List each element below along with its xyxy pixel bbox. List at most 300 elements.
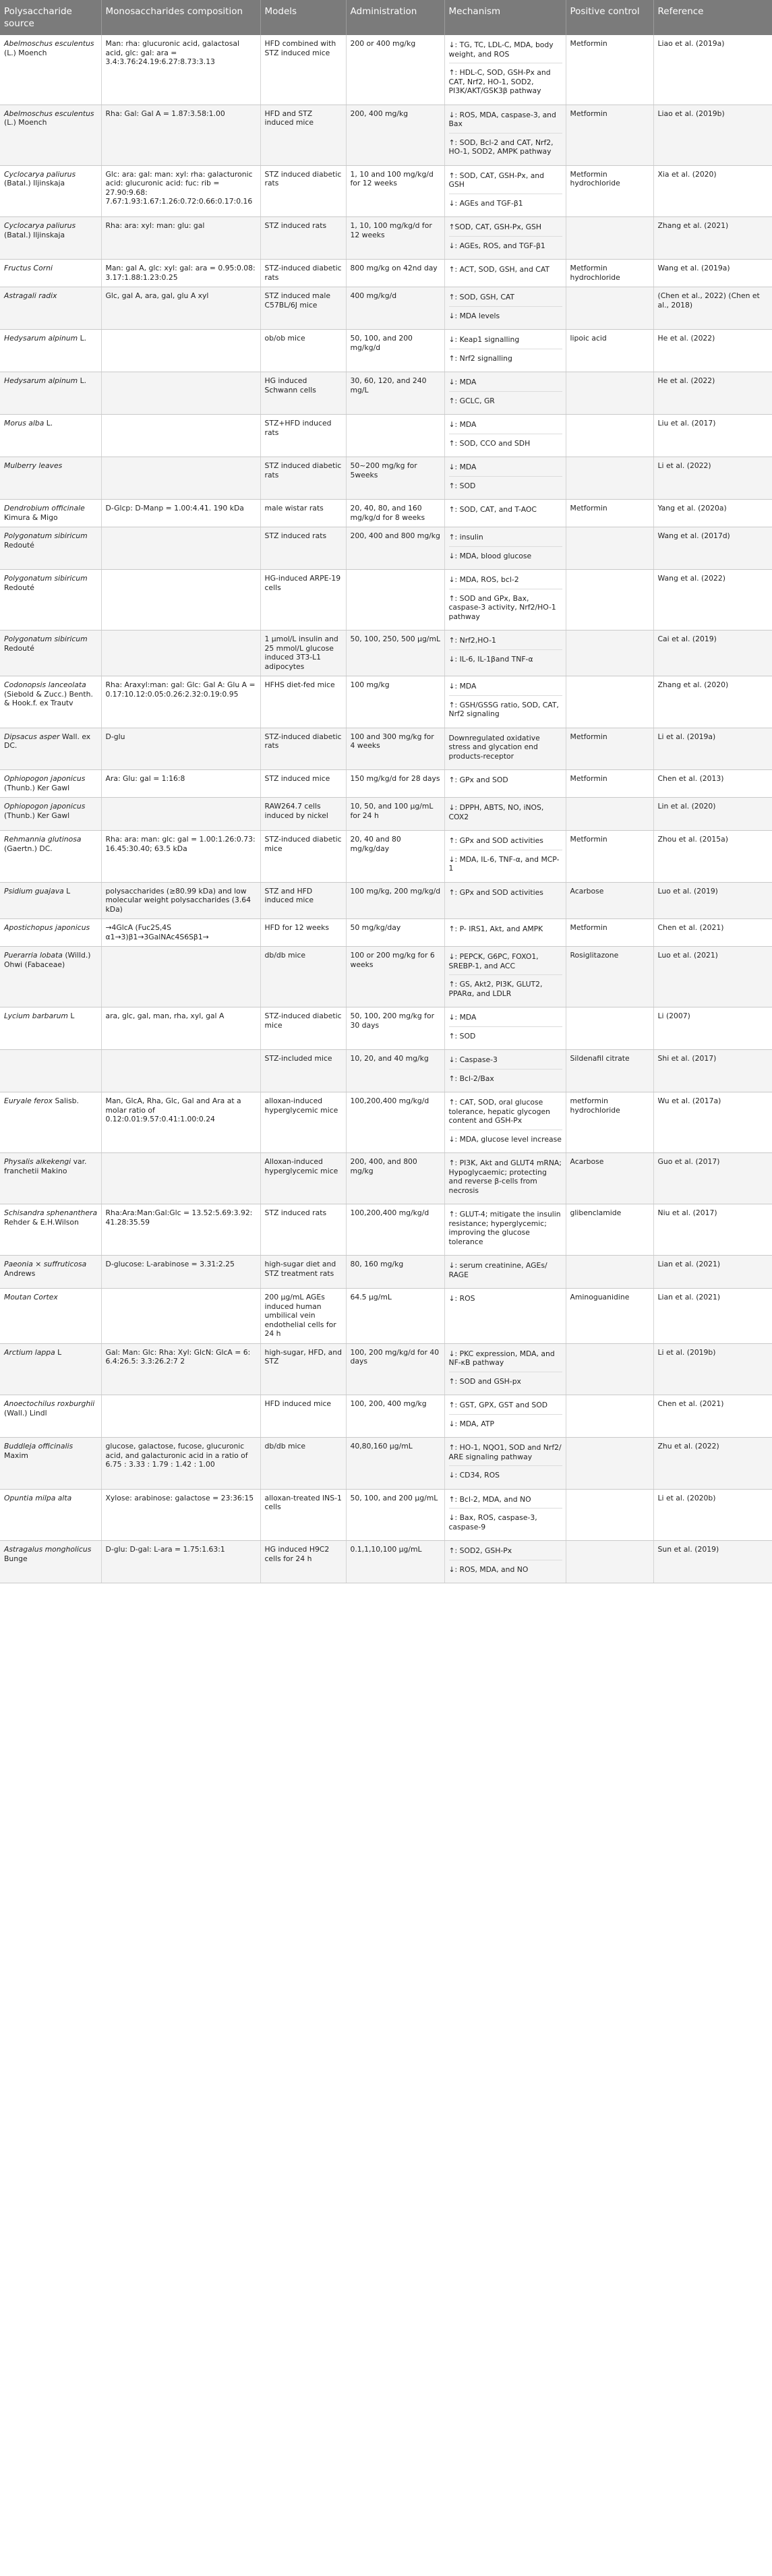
mechanism-entry: ↑: SOD: [449, 1026, 562, 1045]
cell-model: 1 μmol/L insulin and 25 mmol/L glucose induced 3T3-L1 adipocytes: [260, 631, 346, 676]
mechanism-entry: ↑: SOD2, GSH-Px: [448, 1546, 512, 1555]
cell-positive-control: [566, 1438, 653, 1490]
species-name: Psidium guajava: [4, 886, 64, 896]
cell-administration: 100 mg/kg, 200 mg/kg/d: [346, 882, 444, 919]
cell-composition: Man: rha: glucuronic acid, galactosal acid, glc: gal: ara = 3.4:3.76:24.19:6.27:8.73:3.13: [101, 35, 260, 105]
species-authority: L.: [46, 419, 53, 428]
cell-mechanism: [444, 372, 566, 415]
species-authority: Salisb.: [55, 1096, 79, 1105]
species-authority: L: [66, 886, 71, 896]
species-name: Dipsacus asper: [4, 732, 60, 741]
column-header-source: Polysaccharide source: [0, 0, 101, 35]
cell-mechanism: [444, 1153, 566, 1204]
cell-positive-control: [566, 415, 653, 457]
cell-source: [0, 1092, 101, 1153]
species-name: Mulberry leaves: [4, 461, 63, 470]
cell-mechanism: [444, 330, 566, 372]
species-authority: L: [70, 1012, 75, 1020]
cell-composition: [101, 1395, 260, 1438]
mechanism-entry: ↑: SOD, CAT, GSH-Px, and GSH: [448, 171, 545, 189]
cell-positive-control: [566, 798, 653, 831]
table-row: [0, 105, 772, 165]
cell-positive-control: [566, 1541, 653, 1583]
cell-mechanism: [444, 1050, 566, 1092]
column-header-administration: Administration: [346, 0, 444, 35]
cell-source: [0, 1489, 101, 1541]
cell-composition: Rha:Ara:Man:Gal:Glc = 13.52:5.69:3.92: 41.28:35.59: [101, 1204, 260, 1256]
cell-mechanism: [444, 1489, 566, 1541]
species-name: Buddleja officinalis: [4, 1442, 73, 1451]
cell-reference: Luo et al. (2021): [653, 947, 772, 1007]
species-authority: Redouté: [4, 643, 34, 653]
cell-model: STZ-included mice: [260, 1050, 346, 1092]
mechanism-entry: ↓: CD34, ROS: [449, 1465, 562, 1484]
cell-source: [0, 947, 101, 1007]
table-row: [0, 947, 772, 1007]
mechanism-entry: ↑: SOD, GSH, CAT: [448, 293, 515, 301]
mechanism-entry: ↑: Nrf2 signalling: [449, 349, 562, 368]
cell-reference: Wang et al. (2017d): [653, 527, 772, 570]
mechanism-entry: ↑: GLUT-4; mitigate the insulin resistance; hyperglycemic; improving the glucose tolerance: [448, 1210, 561, 1246]
cell-mechanism: [444, 1289, 566, 1344]
species-authority: Kimura & Migo: [4, 513, 58, 522]
cell-positive-control: [566, 1343, 653, 1395]
mechanism-entry: ↓: Bax, ROS, caspase-3, caspase-9: [449, 1508, 562, 1535]
cell-source: [0, 372, 101, 415]
mechanism-entry: ↑: GPx and SOD: [448, 775, 508, 784]
cell-administration: 200, 400 mg/kg: [346, 105, 444, 165]
cell-source: [0, 415, 101, 457]
mechanism-entry: ↓: ROS: [448, 1294, 475, 1303]
cell-model: Alloxan-induced hyperglycemic mice: [260, 1153, 346, 1204]
cell-source: [0, 1050, 101, 1092]
mechanism-entry: ↓: MDA: [448, 463, 477, 471]
mechanism-entry: ↓: IL-6, IL-1βand TNF-α: [449, 649, 562, 668]
cell-mechanism: [444, 415, 566, 457]
cell-reference: He et al. (2022): [653, 330, 772, 372]
cell-composition: D-glucose: L-arabinose = 3.31:2.25: [101, 1256, 260, 1289]
species-name: Schisandra sphenanthera: [4, 1208, 98, 1217]
cell-administration: 50~200 mg/kg for 5weeks: [346, 457, 444, 500]
cell-model: HFD induced mice: [260, 1395, 346, 1438]
mechanism-entry: ↓: MDA: [448, 682, 477, 691]
cell-reference: Chen et al. (2021): [653, 1395, 772, 1438]
mechanism-entry: ↑: SOD: [449, 476, 562, 495]
cell-mechanism: [444, 1541, 566, 1583]
table-row: [0, 35, 772, 105]
table-row: [0, 676, 772, 728]
cell-model: STZ induced diabetic rats: [260, 165, 346, 217]
cell-composition: Man, GlcA, Rha, Glc, Gal and Ara at a molar ratio of 0.12:0.01:9.57:0.41:1.00:0.24: [101, 1092, 260, 1153]
species-authority: (Siebold & Zucc.) Benth. & Hook.f. ex Trautv: [4, 689, 93, 707]
cell-model: STZ induced mice: [260, 770, 346, 798]
species-authority: L.: [80, 334, 87, 343]
cell-composition: [101, 798, 260, 831]
cell-composition: [101, 631, 260, 676]
column-header-reference: Reference: [653, 0, 772, 35]
cell-administration: 100 mg/kg: [346, 676, 444, 728]
cell-administration: 200, 400 and 800 mg/kg: [346, 527, 444, 570]
cell-mechanism: [444, 260, 566, 287]
mechanism-entry: ↑: insulin: [448, 533, 483, 541]
species-name: Astragali radix: [4, 291, 57, 300]
species-name: Polygonatum sibiricum: [4, 531, 88, 540]
cell-positive-control: [566, 1489, 653, 1541]
cell-mechanism: [444, 500, 566, 527]
cell-composition: Rha: ara: xyl: man: glu: gal: [101, 217, 260, 260]
species-authority: (Gaertn.) DC.: [4, 844, 53, 853]
cell-reference: Luo et al. (2019): [653, 882, 772, 919]
species-name: Arctium lappa: [4, 1347, 55, 1357]
cell-reference: Yang et al. (2020a): [653, 500, 772, 527]
table-row: [0, 882, 772, 919]
cell-mechanism: [444, 919, 566, 947]
species-name: Puerarria lobata: [4, 951, 63, 960]
table-row: [0, 260, 772, 287]
species-authority: Maxim: [4, 1451, 28, 1460]
mechanism-entry: ↑: GCLC, GR: [449, 391, 562, 410]
species-name: Anoectochilus roxburghii: [4, 1399, 95, 1408]
species-name: Ophiopogon japonicus: [4, 802, 86, 811]
cell-mechanism: [444, 631, 566, 676]
cell-source: [0, 798, 101, 831]
mechanism-entry: ↑: SOD, CCO and SDH: [449, 434, 562, 452]
cell-source: [0, 527, 101, 570]
table-row: [0, 372, 772, 415]
cell-mechanism: [444, 570, 566, 631]
table-row: [0, 1438, 772, 1490]
cell-positive-control: metformin hydrochloride: [566, 1092, 653, 1153]
cell-administration: 30, 60, 120, and 240 mg/L: [346, 372, 444, 415]
cell-composition: Glc: ara: gal: man: xyl: rha: galacturonic acid: glucuronic acid: fuc: rib = 27.90:9.68: 7.67:1.93:1.67:1.26:0.72:0.66:0.17:0.16: [101, 165, 260, 217]
table-row: [0, 831, 772, 883]
mechanism-entry: ↑: GSH/GSSG ratio, SOD, CAT, Nrf2 signaling: [449, 695, 562, 723]
mechanism-entry: ↓: MDA: [448, 420, 477, 429]
mechanism-entry: ↓: Caspase-3: [448, 1055, 498, 1064]
cell-reference: Zhang et al. (2020): [653, 676, 772, 728]
cell-model: RAW264.7 cells induced by nickel: [260, 798, 346, 831]
mechanism-entry: ↑: HDL-C, SOD, GSH-Px and CAT, Nrf2, HO-1, SOD2, PI3K/AKT/GSK3β pathway: [449, 63, 562, 100]
cell-positive-control: glibenclamide: [566, 1204, 653, 1256]
species-authority: Wall. ex DC.: [4, 732, 91, 750]
mechanism-entry: ↓: MDA levels: [449, 306, 562, 325]
cell-reference: Shi et al. (2017): [653, 1050, 772, 1092]
table-row: [0, 1153, 772, 1204]
table-row: [0, 1343, 772, 1395]
table-row: [0, 798, 772, 831]
cell-administration: 10, 50, and 100 μg/mL for 24 h: [346, 798, 444, 831]
species-name: Astragalus mongholicus: [4, 1545, 92, 1554]
table-row: [0, 1395, 772, 1438]
cell-administration: 80, 160 mg/kg: [346, 1256, 444, 1289]
species-name: Morus alba: [4, 419, 44, 428]
cell-positive-control: [566, 1395, 653, 1438]
mechanism-entry: ↓: PKC expression, MDA, and NF-κB pathway: [448, 1349, 555, 1367]
cell-positive-control: [566, 527, 653, 570]
cell-reference: Liao et al. (2019a): [653, 35, 772, 105]
mechanism-entry: ↓: Keap1 signalling: [448, 335, 520, 344]
cell-positive-control: Metformin: [566, 105, 653, 165]
species-authority: (Batal.) Iljinskaja: [4, 179, 65, 187]
mechanism-entry: ↑: GS, Akt2, PI3K, GLUT2, PPARα, and LDLR: [449, 974, 562, 1002]
cell-reference: Chen et al. (2013): [653, 770, 772, 798]
cell-source: [0, 330, 101, 372]
cell-mechanism: [444, 770, 566, 798]
cell-reference: Zhou et al. (2015a): [653, 831, 772, 883]
species-name: Dendrobium officinale: [4, 504, 85, 513]
species-authority: var. franchetii Makino: [4, 1157, 87, 1175]
cell-positive-control: lipoic acid: [566, 330, 653, 372]
cell-composition: D-glu: [101, 728, 260, 770]
cell-administration: 40,80,160 μg/mL: [346, 1438, 444, 1490]
cell-model: HG-induced ARPE-19 cells: [260, 570, 346, 631]
cell-administration: 100,200,400 mg/kg/d: [346, 1092, 444, 1153]
cell-reference: Liu et al. (2017): [653, 415, 772, 457]
cell-positive-control: Acarbose: [566, 1153, 653, 1204]
species-authority: (L.) Moench: [4, 48, 47, 57]
table-row: [0, 1289, 772, 1344]
cell-source: [0, 500, 101, 527]
cell-source: [0, 1289, 101, 1344]
cell-mechanism: [444, 728, 566, 770]
cell-administration: 100 and 300 mg/kg for 4 weeks: [346, 728, 444, 770]
mechanism-entry: Downregulated oxidative stress and glycation end products-receptor: [448, 733, 540, 761]
table-row: [0, 1204, 772, 1256]
cell-mechanism: [444, 1204, 566, 1256]
cell-model: STZ induced rats: [260, 527, 346, 570]
cell-reference: Lian et al. (2021): [653, 1289, 772, 1344]
cell-mechanism: [444, 35, 566, 105]
cell-reference: Chen et al. (2021): [653, 919, 772, 947]
cell-administration: 100, 200, 400 mg/kg: [346, 1395, 444, 1438]
cell-model: STZ-induced diabetic rats: [260, 728, 346, 770]
cell-administration: 20, 40 and 80 mg/kg/day: [346, 831, 444, 883]
table-row: [0, 1007, 772, 1050]
species-name: Paeonia × suffruticosa: [4, 1260, 87, 1268]
column-header-mechanism: Mechanism: [444, 0, 566, 35]
mechanism-entry: ↑: SOD and GPx, Bax, caspase-3 activity, Nrf2/HO-1 pathway: [449, 589, 562, 626]
cell-reference: Lian et al. (2021): [653, 1256, 772, 1289]
cell-model: db/db mice: [260, 1438, 346, 1490]
cell-composition: D-glu: D-gal: L-ara = 1.75:1.63:1: [101, 1541, 260, 1583]
cell-positive-control: [566, 457, 653, 500]
cell-positive-control: Acarbose: [566, 882, 653, 919]
mechanism-entry: ↓: MDA, blood glucose: [449, 546, 562, 565]
cell-administration: [346, 415, 444, 457]
species-authority: (Thunb.) Ker Gawl: [4, 783, 70, 792]
cell-positive-control: [566, 287, 653, 330]
species-authority: (Willd.) Ohwi (Fabaceae): [4, 951, 91, 969]
cell-positive-control: Metformin: [566, 500, 653, 527]
cell-administration: 20, 40, 80, and 160 mg/kg/d for 8 weeks: [346, 500, 444, 527]
species-authority: (L.) Moench: [4, 118, 47, 127]
cell-composition: Glc, gal A, ara, gal, glu A xyl: [101, 287, 260, 330]
cell-mechanism: [444, 798, 566, 831]
cell-source: [0, 676, 101, 728]
cell-mechanism: [444, 287, 566, 330]
mechanism-entry: ↑: Bcl-2/Bax: [449, 1069, 562, 1088]
cell-administration: 100,200,400 mg/kg/d: [346, 1204, 444, 1256]
species-name: Polygonatum sibiricum: [4, 635, 88, 643]
header-row: [0, 0, 772, 35]
cell-composition: [101, 330, 260, 372]
cell-model: HG induced Schwann cells: [260, 372, 346, 415]
table-body: [0, 35, 772, 1583]
cell-mechanism: [444, 105, 566, 165]
cell-administration: 1, 10, 100 mg/kg/d for 12 weeks: [346, 217, 444, 260]
cell-composition: Rha: ara: man: glc: gal = 1.00:1.26:0.73: 16.45:30.40; 63.5 kDa: [101, 831, 260, 883]
species-name: Opuntia milpa alta: [4, 1493, 72, 1502]
cell-source: [0, 831, 101, 883]
cell-composition: [101, 1289, 260, 1344]
cell-source: [0, 1256, 101, 1289]
cell-administration: 50, 100, and 200 mg/kg/d: [346, 330, 444, 372]
cell-reference: Li et al. (2020b): [653, 1489, 772, 1541]
cell-positive-control: Metformin: [566, 35, 653, 105]
cell-model: HFD combined with STZ induced mice: [260, 35, 346, 105]
cell-mechanism: [444, 1395, 566, 1438]
mechanism-entry: ↑SOD, CAT, GSH-Px, GSH: [448, 223, 541, 231]
mechanism-entry: ↓: MDA, ATP: [449, 1414, 562, 1433]
cell-mechanism: [444, 1092, 566, 1153]
cell-composition: D-Glcp: D-Manp = 1.00:4.41. 190 kDa: [101, 500, 260, 527]
table-row: [0, 1050, 772, 1092]
species-name: Cyclocarya paliurus: [4, 169, 76, 179]
table-row: [0, 330, 772, 372]
cell-mechanism: [444, 457, 566, 500]
cell-composition: Man: gal A, glc: xyl: gal: ara = 0.95:0.08: 3.17:1.88:1.23:0.25: [101, 260, 260, 287]
cell-model: alloxan-treated INS-1 cells: [260, 1489, 346, 1541]
mechanism-entry: ↓: AGEs and TGF-β1: [449, 194, 562, 212]
table-row: [0, 919, 772, 947]
cell-positive-control: [566, 631, 653, 676]
mechanism-entry: ↑: SOD, CAT, and T-AOC: [448, 505, 537, 514]
species-name: Hedysarum alpinum: [4, 376, 78, 385]
table-row: [0, 415, 772, 457]
cell-mechanism: [444, 676, 566, 728]
cell-model: STZ-induced diabetic mice: [260, 1007, 346, 1050]
cell-composition: glucose, galactose, fucose, glucuronic acid, and galacturonic acid in a ratio of 6.75 : 3.33 : 1.79 : 1.42 : 1.00: [101, 1438, 260, 1490]
mechanism-entry: ↑: HO-1, NQO1, SOD and Nrf2/ ARE signaling pathway: [448, 1443, 562, 1461]
cell-positive-control: [566, 676, 653, 728]
cell-composition: [101, 947, 260, 1007]
cell-reference: He et al. (2022): [653, 372, 772, 415]
cell-source: [0, 457, 101, 500]
mechanism-entry: ↑: SOD and GSH-px: [449, 1372, 562, 1391]
cell-source: [0, 35, 101, 105]
cell-administration: 800 mg/kg on 42nd day: [346, 260, 444, 287]
species-name: Abelmoschus esculentus: [4, 39, 94, 48]
cell-mechanism: [444, 1007, 566, 1050]
cell-composition: [101, 1050, 260, 1092]
cell-reference: Wang et al. (2019a): [653, 260, 772, 287]
species-name: Apostichopus japonicus: [4, 923, 90, 932]
cell-administration: 50, 100, 250, 500 μg/mL: [346, 631, 444, 676]
cell-reference: Xia et al. (2020): [653, 165, 772, 217]
cell-mechanism: [444, 527, 566, 570]
cell-composition: Rha: Araxyl:man: gal: Glc: Gal A: Glu A = 0.17:10.12:0.05:0.26:2.32:0.19:0.95: [101, 676, 260, 728]
species-name: Physalis alkekengi: [4, 1157, 71, 1166]
cell-model: 200 μg/mL AGEs induced human umbilical vein endothelial cells for 24 h: [260, 1289, 346, 1344]
mechanism-entry: ↓: TG, TC, LDL-C, MDA, body weight, and ROS: [448, 40, 554, 59]
table-row: [0, 1092, 772, 1153]
cell-reference: (Chen et al., 2022) (Chen et al., 2018): [653, 287, 772, 330]
cell-positive-control: [566, 570, 653, 631]
cell-composition: Rha: Gal: Gal A = 1.87:3.58:1.00: [101, 105, 260, 165]
cell-mechanism: [444, 831, 566, 883]
table-row: [0, 728, 772, 770]
column-header-composition: Monosaccharides composition: [101, 0, 260, 35]
cell-model: HFD and STZ induced mice: [260, 105, 346, 165]
cell-positive-control: Metformin hydrochloride: [566, 260, 653, 287]
cell-administration: 50, 100, 200 mg/kg for 30 days: [346, 1007, 444, 1050]
cell-model: HG induced H9C2 cells for 24 h: [260, 1541, 346, 1583]
cell-composition: [101, 415, 260, 457]
species-name: Moutan Cortex: [4, 1293, 58, 1301]
cell-source: [0, 919, 101, 947]
table-row: [0, 457, 772, 500]
species-authority: Redouté: [4, 583, 34, 592]
cell-mechanism: [444, 882, 566, 919]
cell-mechanism: [444, 1256, 566, 1289]
cell-positive-control: Metformin: [566, 831, 653, 883]
table-row: [0, 631, 772, 676]
cell-reference: Zhu et al. (2022): [653, 1438, 772, 1490]
species-authority: Redouté: [4, 540, 34, 550]
cell-mechanism: [444, 217, 566, 260]
cell-reference: Wu et al. (2017a): [653, 1092, 772, 1153]
cell-model: STZ induced rats: [260, 1204, 346, 1256]
species-name: Codonopsis lanceolata: [4, 680, 86, 689]
cell-model: HFHS diet-fed mice: [260, 676, 346, 728]
cell-administration: 200, 400, and 800 mg/kg: [346, 1153, 444, 1204]
cell-model: STZ-induced diabetic mice: [260, 831, 346, 883]
cell-model: high-sugar diet and STZ treatment rats: [260, 1256, 346, 1289]
cell-source: [0, 1204, 101, 1256]
species-name: Abelmoschus esculentus: [4, 109, 94, 118]
cell-source: [0, 1395, 101, 1438]
cell-reference: Sun et al. (2019): [653, 1541, 772, 1583]
cell-model: ob/ob mice: [260, 330, 346, 372]
table-row: [0, 1256, 772, 1289]
cell-reference: Li (2007): [653, 1007, 772, 1050]
cell-reference: Liao et al. (2019b): [653, 105, 772, 165]
species-name: Polygonatum sibiricum: [4, 574, 88, 583]
species-authority: L.: [80, 376, 87, 385]
table-row: [0, 500, 772, 527]
cell-composition: [101, 527, 260, 570]
mechanism-entry: ↓: MDA: [448, 1013, 477, 1022]
cell-composition: Gal: Man: Glc: Rha: Xyl: GlcN: GlcA = 6: 6.4:26.5: 3.3:26.2:7 2: [101, 1343, 260, 1395]
mechanism-entry: ↓: serum creatinine, AGEs/ RAGE: [448, 1261, 547, 1279]
table-header: [0, 0, 772, 35]
mechanism-entry: ↑: GST, GPX, GST and SOD: [448, 1401, 548, 1409]
cell-model: STZ induced male C57BL/6J mice: [260, 287, 346, 330]
species-name: Euryale ferox: [4, 1096, 53, 1105]
cell-source: [0, 287, 101, 330]
cell-administration: 150 mg/kg/d for 28 days: [346, 770, 444, 798]
column-header-positive-control: Positive control: [566, 0, 653, 35]
cell-administration: 50 mg/kg/day: [346, 919, 444, 947]
mechanism-entry: ↑: P- IRS1, Akt, and AMPK: [448, 925, 543, 933]
cell-reference: Niu et al. (2017): [653, 1204, 772, 1256]
cell-mechanism: [444, 165, 566, 217]
species-authority: Andrews: [4, 1268, 36, 1278]
cell-composition: ara, glc, gal, man, rha, xyl, gal A: [101, 1007, 260, 1050]
mechanism-entry: ↑: Nrf2,HO-1: [448, 636, 496, 645]
mechanism-entry: ↓: MDA, glucose level increase: [449, 1130, 562, 1148]
mechanism-entry: ↓: ROS, MDA, caspase-3, and Bax: [448, 110, 556, 128]
